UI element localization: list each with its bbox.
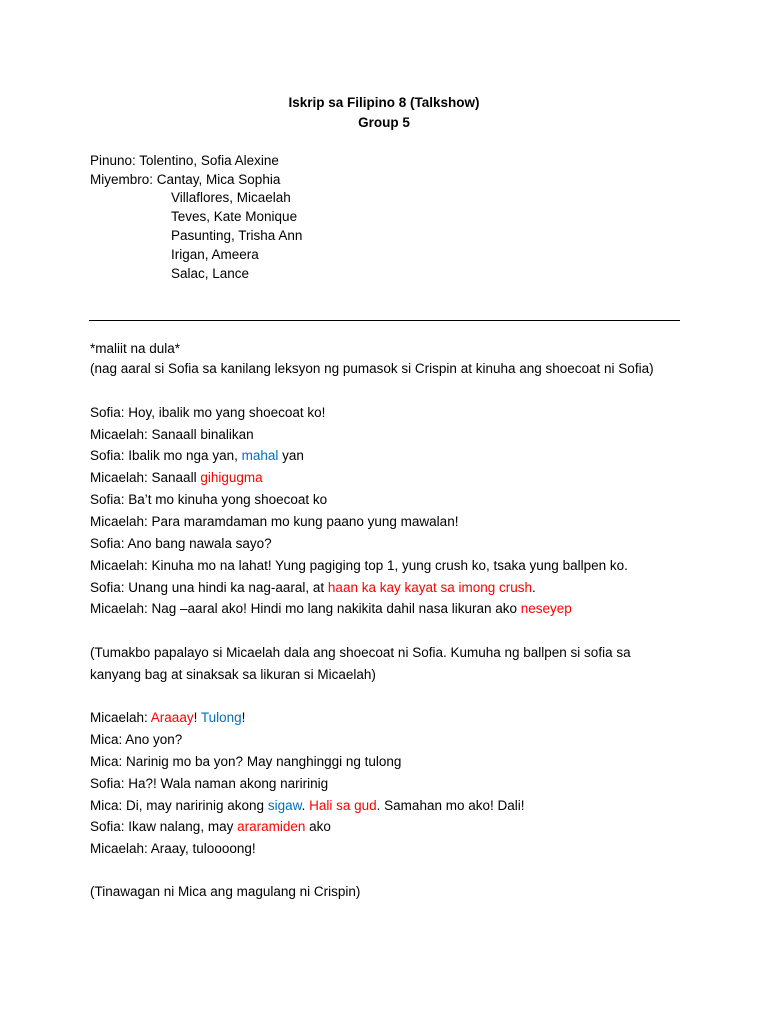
- dialogue-line: [90, 468, 263, 487]
- dialogue-text: . Samahan mo ako! Dali!: [376, 798, 525, 813]
- highlight-word: haan ka kay kayat sa imong crush: [327, 580, 533, 595]
- dialogue-line: [90, 578, 536, 597]
- group-label: Group 5: [358, 115, 410, 130]
- stage-direction: (Tinawagan ni Mica ang magulang ni Crispin): [90, 884, 361, 899]
- stage-direction: (Tumakbo papalayo si Micaelah dala ang shoecoat ni Sofia. Kumuha ng ballpen si sofia sa: [90, 645, 631, 660]
- highlight-word: mahal: [241, 448, 279, 463]
- dialogue-text: .: [301, 798, 310, 813]
- dialogue-line: Sofia: Ano bang nawala sayo?: [90, 536, 272, 551]
- dialogue-line: [90, 599, 572, 618]
- members-label: Miyembro:: [90, 172, 157, 187]
- horizontal-divider: [89, 320, 680, 321]
- dialogue-text: Micaelah: Sanaall: [90, 470, 201, 485]
- dialogue-text: Sofia: Unang una hindi ka nag-aaral, at: [90, 580, 328, 595]
- stage-direction: kanyang bag at sinaksak sa likuran si Micaelah): [90, 667, 376, 682]
- dialogue-line: [90, 708, 245, 727]
- member-name: Irigan, Ameera: [171, 247, 259, 262]
- dialogue-line: Micaelah: Araay, tuloooong!: [90, 841, 256, 856]
- highlight-word: Araaay: [150, 710, 194, 725]
- stage-direction: (nag aaral si Sofia sa kanilang leksyon ng pumasok si Crispin at kinuha ang shoecoat ni Sofia): [90, 361, 654, 376]
- dialogue-line: Sofia: Ba’t mo kinuha yong shoecoat ko: [90, 492, 328, 507]
- dialogue-line: [90, 446, 304, 465]
- members-line: [90, 170, 280, 189]
- dialogue-line: [90, 817, 331, 836]
- member-name: Villaflores, Micaelah: [171, 190, 291, 205]
- dialogue-text: !: [241, 710, 246, 725]
- dialogue-line: Sofia: Hoy, ibalik mo yang shoecoat ko!: [90, 405, 326, 420]
- leader-label: Pinuno:: [90, 153, 140, 168]
- dialogue-line: Sofia: Ha?! Wala naman akong naririnig: [90, 776, 329, 791]
- member-name: Cantay, Mica Sophia: [156, 172, 281, 187]
- dialogue-text: Sofia: Ikaw nalang, may: [90, 819, 238, 834]
- dialogue-line: Mica: Narinig mo ba yon? May nanghinggi ng tulong: [90, 754, 402, 769]
- dialogue-line: Mica: Ano yon?: [90, 732, 183, 747]
- document-title: Iskrip sa Filipino 8 (Talkshow): [288, 95, 480, 110]
- dialogue-text: !: [193, 710, 201, 725]
- highlight-word: sigaw: [267, 798, 302, 813]
- scene-note: *maliit na dula*: [90, 341, 181, 356]
- member-name: Salac, Lance: [171, 266, 250, 281]
- dialogue-line: Micaelah: Kinuha mo na lahat! Yung pagiging top 1, yung crush ko, tsaka yung ballpen ko.: [90, 558, 628, 573]
- dialogue-text: yan: [278, 448, 304, 463]
- dialogue-line: Micaelah: Sanaall binalikan: [90, 427, 254, 442]
- highlight-word: Hali sa gud: [309, 798, 377, 813]
- dialogue-line: Micaelah: Para maramdaman mo kung paano yung mawalan!: [90, 514, 459, 529]
- dialogue-text: .: [532, 580, 536, 595]
- member-name: Pasunting, Trisha Ann: [171, 228, 303, 243]
- highlight-word: araramiden: [237, 819, 306, 834]
- member-name: Teves, Kate Monique: [171, 209, 298, 224]
- leader-line: [90, 151, 279, 170]
- highlight-word: neseyep: [520, 601, 572, 616]
- dialogue-text: Mica: Di, may naririnig akong: [90, 798, 268, 813]
- dialogue-text: Micaelah:: [90, 710, 151, 725]
- dialogue-text: ako: [305, 819, 331, 834]
- leader-name: Tolentino, Sofia Alexine: [139, 153, 279, 168]
- highlight-word: Tulong: [200, 710, 242, 725]
- dialogue-line: [90, 796, 525, 815]
- dialogue-text: Micaelah: Nag –aaral ako! Hindi mo lang nakikita dahil nasa likuran ako: [90, 601, 521, 616]
- highlight-word: gihigugma: [200, 470, 263, 485]
- dialogue-text: Sofia: Ibalik mo nga yan,: [90, 448, 242, 463]
